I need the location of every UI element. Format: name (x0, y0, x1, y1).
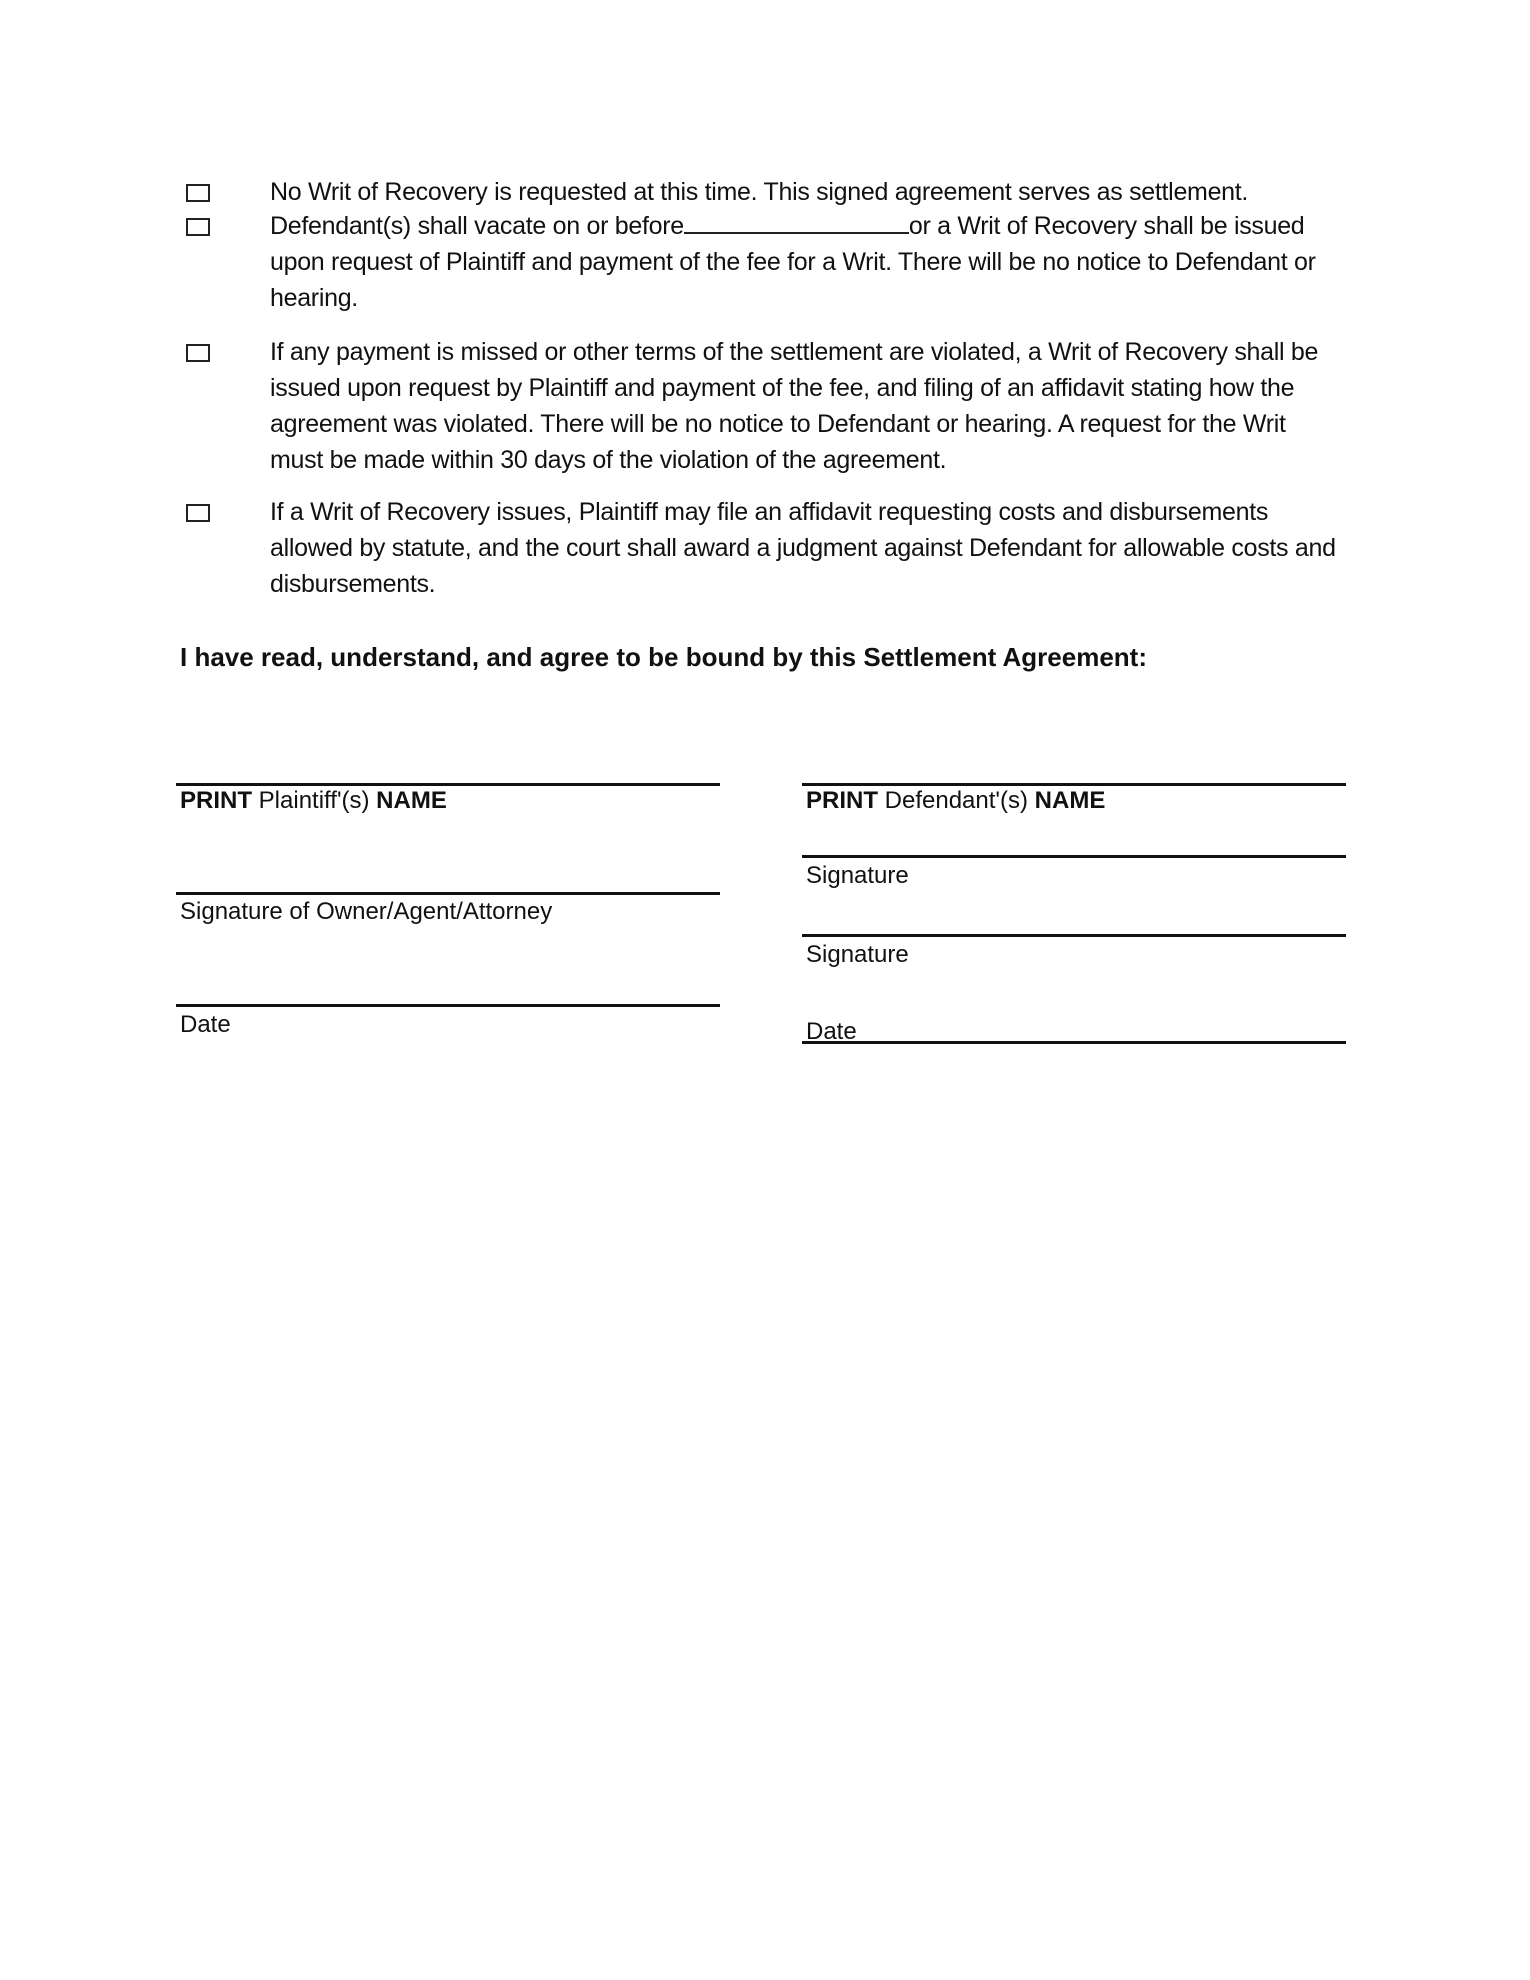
defendant-signature-line-2[interactable] (802, 934, 1346, 937)
defendant-signature-line-1[interactable] (802, 855, 1346, 858)
plaintiff-date-line[interactable] (176, 1004, 720, 1007)
defendant-signature-label-1: Signature (806, 862, 909, 889)
defendant-name-label: PRINT Defendant'(s) NAME (806, 787, 1106, 814)
option-text: If a Writ of Recovery issues, Plaintiff may file an affidavit requesting costs and disbursements allowed by statute, and the court shall award a judgment against Defendant for allowable costs and disbursements. (270, 498, 1336, 598)
plaintiff-signature-line[interactable] (176, 892, 720, 895)
option-checkbox[interactable] (186, 184, 210, 202)
option-text-before: Defendant(s) shall vacate on or before (270, 212, 684, 240)
plaintiff-signature-label: Signature of Owner/Agent/Attorney (180, 898, 553, 925)
option-checkbox[interactable] (186, 344, 210, 362)
defendant-date-label: Date (806, 1018, 857, 1045)
option-checkbox[interactable] (186, 218, 210, 236)
option-text: No Writ of Recovery is requested at this time. This signed agreement serves as settlement. (270, 178, 1249, 206)
option-text: If any payment is missed or other terms of the settlement are violated, a Writ of Recovery shall be issued upon request by Plaintiff and payment of the fee, and filing of an affidavit stating how the agreement was violated. There will be no notice to Defendant or hearing. A request for the Writ must be made within 30 days of the violation of the agreement. (270, 338, 1319, 474)
plaintiff-date-label: Date (180, 1011, 231, 1038)
option-checkbox[interactable] (186, 504, 210, 522)
option-text-after: or a Writ of Recovery shall be issued upon request of Plaintiff and payment of the fee for a Writ. There will be no notice to Defendant or hearing. (270, 212, 1316, 312)
vacate-date-blank[interactable] (684, 210, 909, 234)
defendant-date-line[interactable] (802, 1041, 1346, 1044)
plaintiff-name-label: PRINT Plaintiff'(s) NAME (180, 787, 447, 814)
defendant-signature-label-2: Signature (806, 941, 909, 968)
option-text (270, 208, 1340, 316)
agreement-acknowledgement: I have read, understand, and agree to be bound by this Settlement Agreement: (180, 642, 1147, 672)
